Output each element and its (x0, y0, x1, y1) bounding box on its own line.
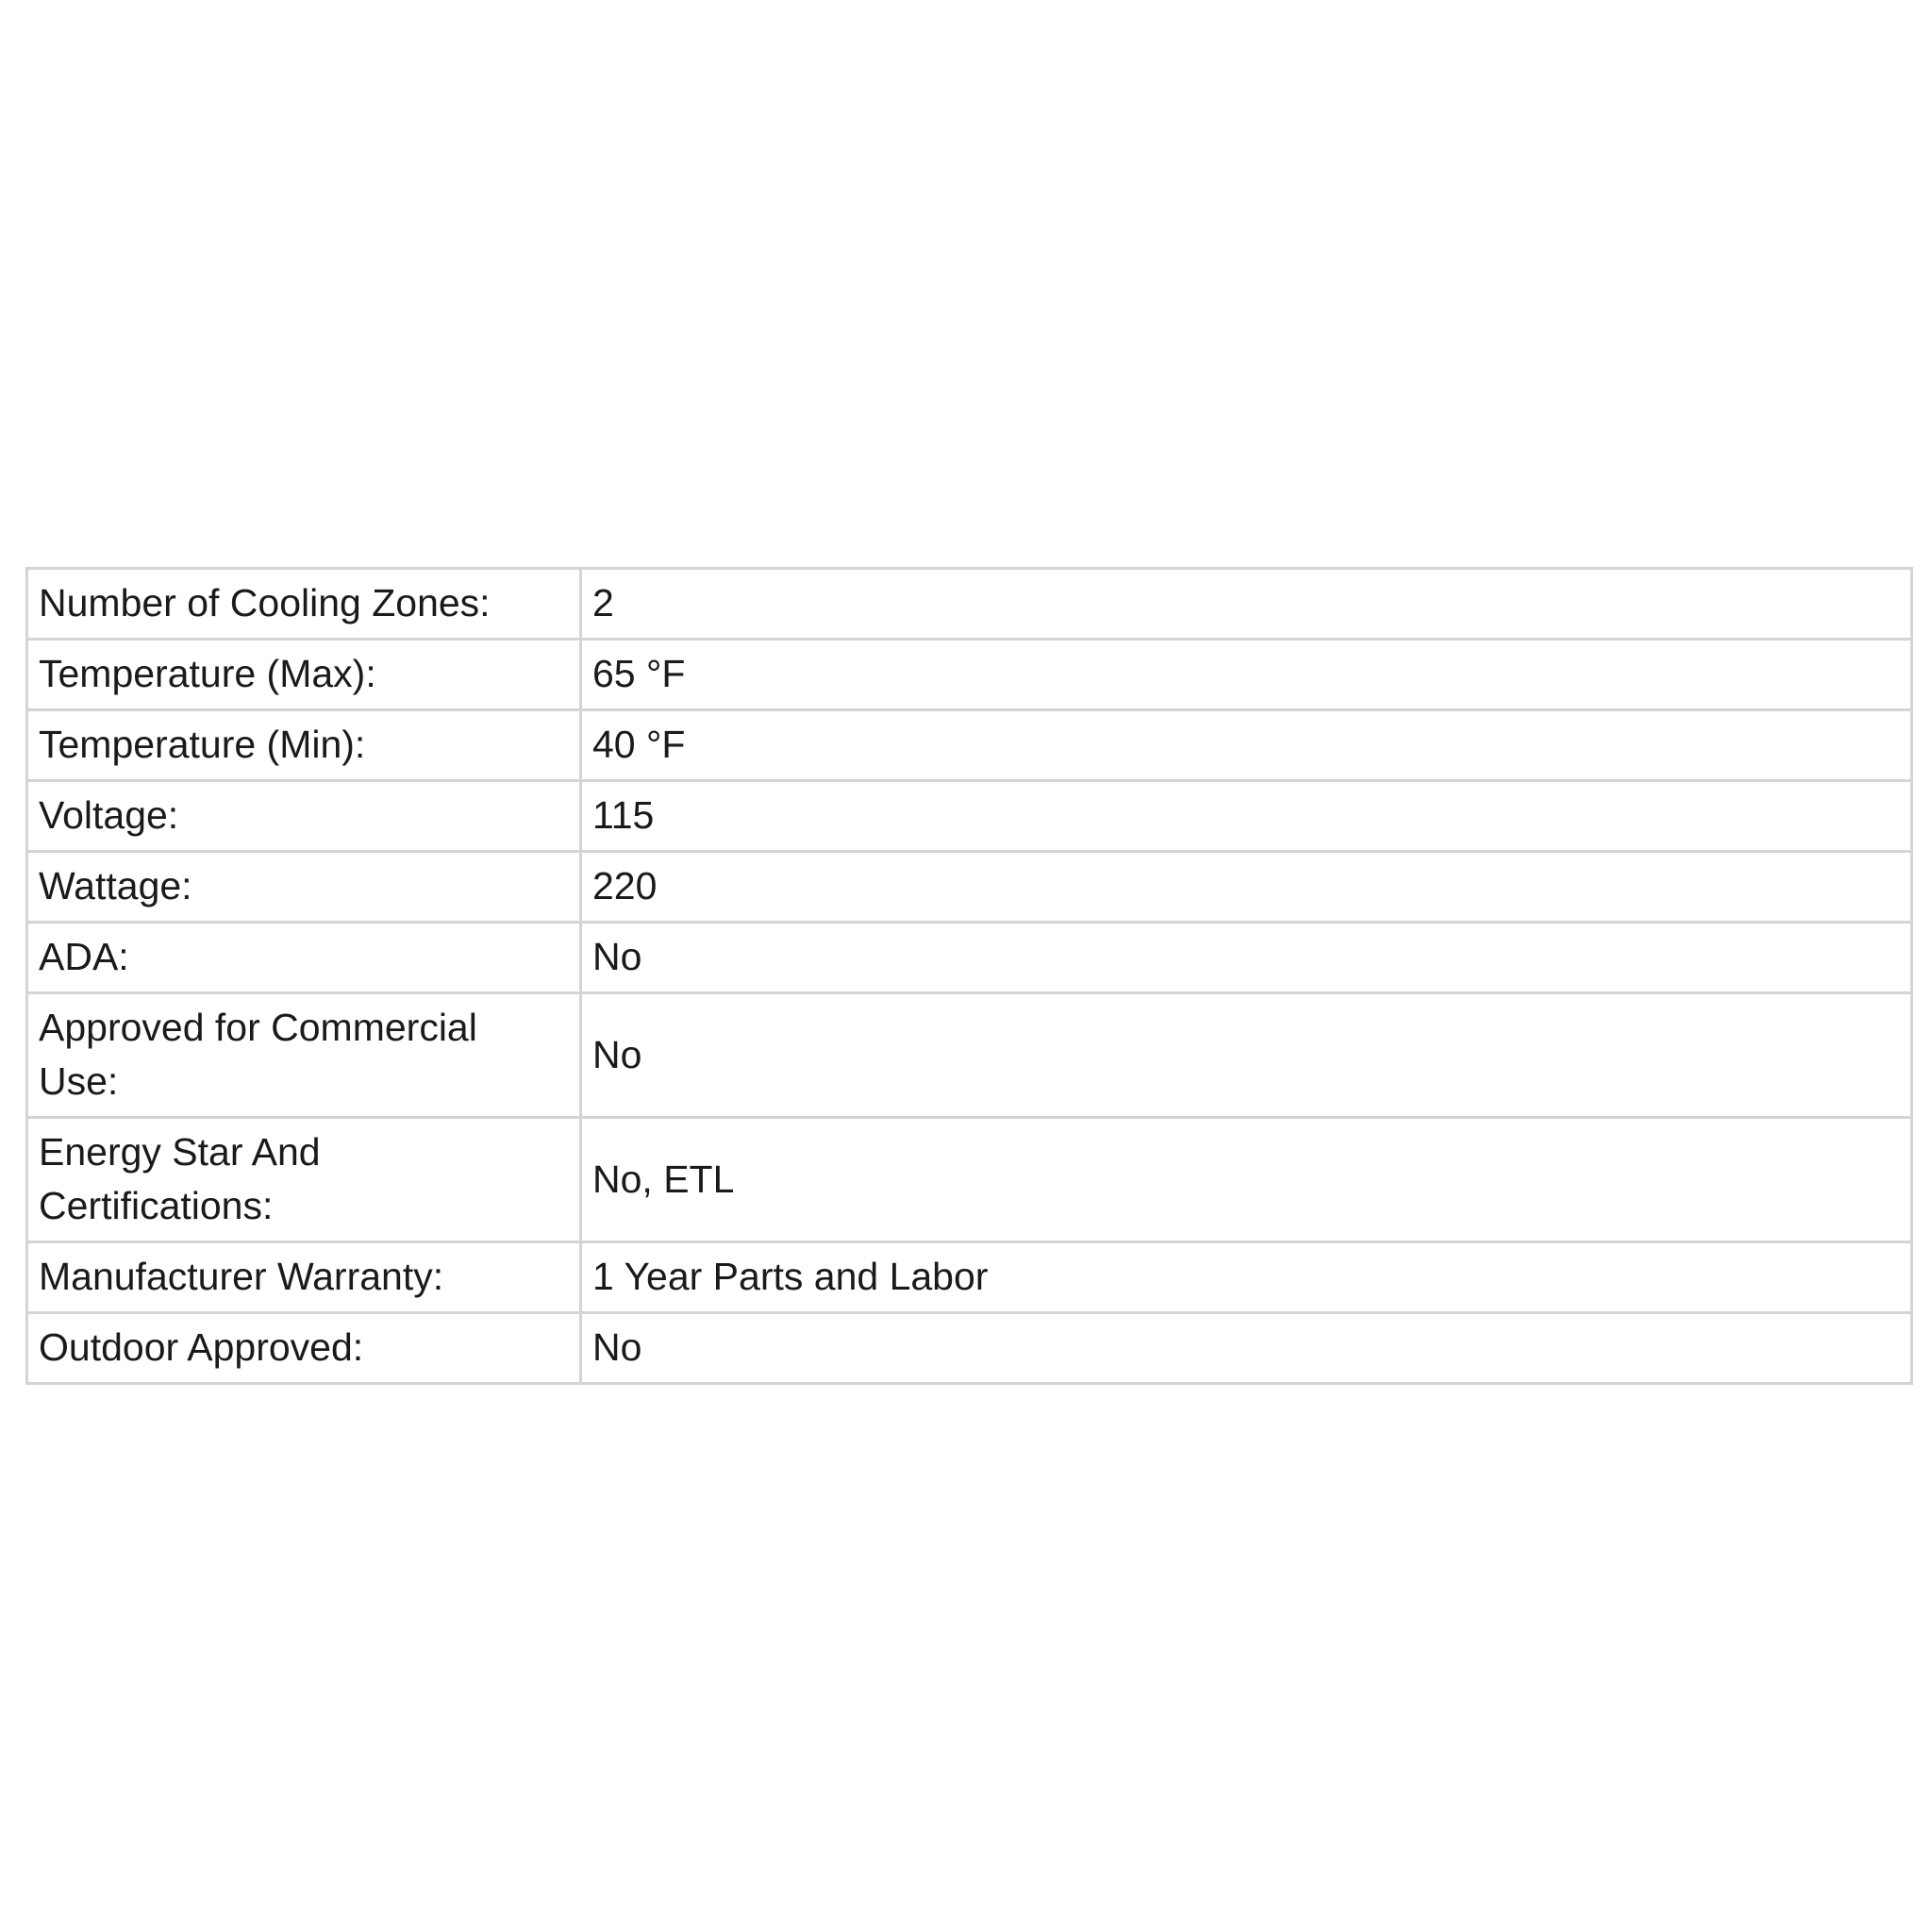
spec-row-voltage (27, 781, 1912, 852)
specifications-body (27, 569, 1912, 1384)
spec-row-temperature-max (27, 640, 1912, 710)
spec-label: Temperature (Min): (27, 710, 581, 781)
spec-value: 1 Year Parts and Labor (581, 1242, 1912, 1313)
spec-row-outdoor-approved (27, 1313, 1912, 1384)
spec-value: 40 °F (581, 710, 1912, 781)
spec-label: Number of Cooling Zones: (27, 569, 581, 640)
spec-value: No, ETL (581, 1118, 1912, 1242)
spec-row-commercial-use (27, 993, 1912, 1118)
spec-label: Energy Star And Certifications: (27, 1118, 581, 1242)
spec-label: Voltage: (27, 781, 581, 852)
spec-row-wattage (27, 852, 1912, 923)
spec-label: ADA: (27, 923, 581, 993)
spec-label: Approved for Commercial Use: (27, 993, 581, 1118)
spec-label: Outdoor Approved: (27, 1313, 581, 1384)
spec-label: Manufacturer Warranty: (27, 1242, 581, 1313)
spec-row-energy-star (27, 1118, 1912, 1242)
spec-value: 220 (581, 852, 1912, 923)
spec-row-warranty (27, 1242, 1912, 1313)
spec-value: 65 °F (581, 640, 1912, 710)
spec-value: 115 (581, 781, 1912, 852)
spec-value: No (581, 923, 1912, 993)
spec-value: 2 (581, 569, 1912, 640)
spec-value: No (581, 1313, 1912, 1384)
spec-label: Wattage: (27, 852, 581, 923)
spec-row-ada (27, 923, 1912, 993)
spec-row-cooling-zones (27, 569, 1912, 640)
spec-row-temperature-min (27, 710, 1912, 781)
spec-value: No (581, 993, 1912, 1118)
spec-label: Temperature (Max): (27, 640, 581, 710)
specifications-table (25, 567, 1913, 1385)
